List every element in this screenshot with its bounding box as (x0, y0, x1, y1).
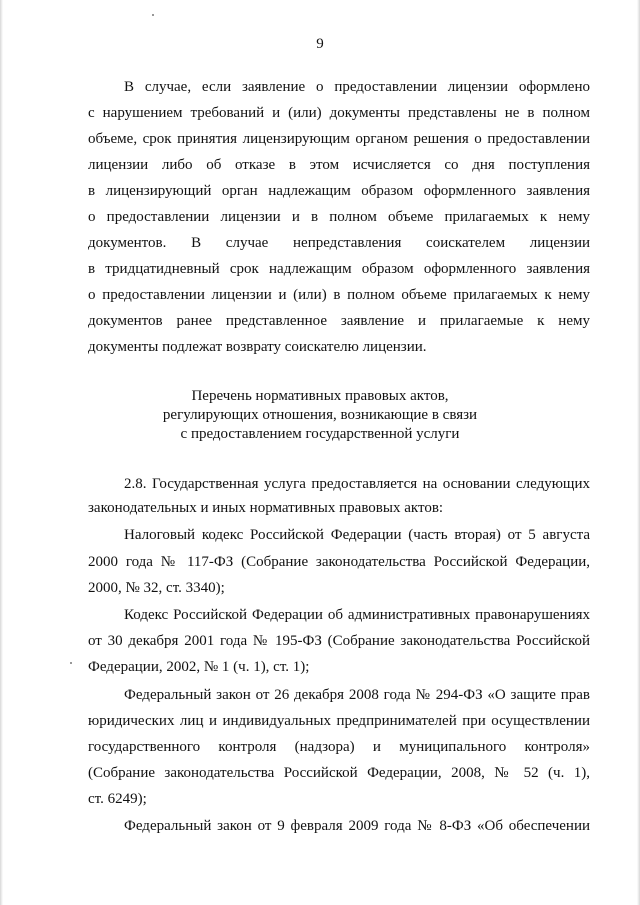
text-line: государственного контроля (надзора) и муниципального контроля» (88, 739, 590, 755)
scan-speck (70, 662, 72, 664)
heading-line: регулирующих отношения, возникающие в связи (162, 407, 478, 423)
heading-line: Перечень нормативных правовых актов, (191, 388, 449, 404)
text-line: юридических лиц и индивидуальных предпринимателей при осуществлении (88, 713, 590, 729)
text-line: 2000 года № 117-ФЗ (Собрание законодательства Российской Федерации, (88, 554, 590, 570)
text-line: лицензии либо об отказе в этом исчисляется со дня поступления (88, 157, 590, 173)
text-line: ст. 6249); (88, 791, 147, 807)
text-line: Налоговый кодекс Российской Федерации (часть вторая) от 5 августа (124, 527, 590, 543)
text-line: документы подлежат возврату соискателю лицензии. (88, 339, 427, 355)
text-line: Федеральный закон от 26 декабря 2008 года № 294-ФЗ «О защите прав (124, 687, 590, 703)
text-line: Кодекс Российской Федерации об административных правонарушениях (124, 607, 590, 623)
text-line: объеме, срок принятия лицензирующим органом решения о предоставлении (88, 131, 590, 147)
text-line: документов ранее представленное заявление и прилагаемые к нему (88, 313, 590, 329)
text-line: В случае, если заявление о предоставлении лицензии оформлено (124, 79, 590, 95)
text-line: от 30 декабря 2001 года № 195-ФЗ (Собрание законодательства Российской (88, 633, 590, 649)
text-line: о предоставлении лицензии и в полном объеме прилагаемых к нему (88, 209, 590, 225)
text-line: 2.8. Государственная услуга предоставляется на основании следующих (124, 476, 590, 492)
text-line: законодательных и иных нормативных правовых актов: (88, 500, 444, 516)
page-number: 9 (316, 36, 324, 52)
text-line: Федеральный закон от 9 февраля 2009 года № 8-ФЗ «Об обеспечении (124, 818, 590, 834)
scan-edge-left (0, 0, 3, 905)
text-line: Федерации, 2002, № 1 (ч. 1), ст. 1); (88, 659, 310, 675)
text-line: (Собрание законодательства Российской Федерации, 2008, № 52 (ч. 1), (88, 765, 590, 781)
text-line: о предоставлении лицензии и (или) в полном объеме прилагаемых к нему (88, 287, 590, 303)
text-line: с нарушением требований и (или) документы представлены не в полном (88, 105, 590, 121)
text-line: в тридцатидневный срок надлежащим образом оформленного заявления (88, 261, 590, 277)
text-line: в лицензирующий орган надлежащим образом оформленного заявления (88, 183, 590, 199)
scan-speck (152, 14, 154, 16)
text-line: 2000, № 32, ст. 3340); (88, 580, 225, 596)
heading-line: с предоставлением государственной услуги (180, 426, 460, 442)
text-line: документов. В случае непредставления соискателем лицензии (88, 235, 590, 251)
